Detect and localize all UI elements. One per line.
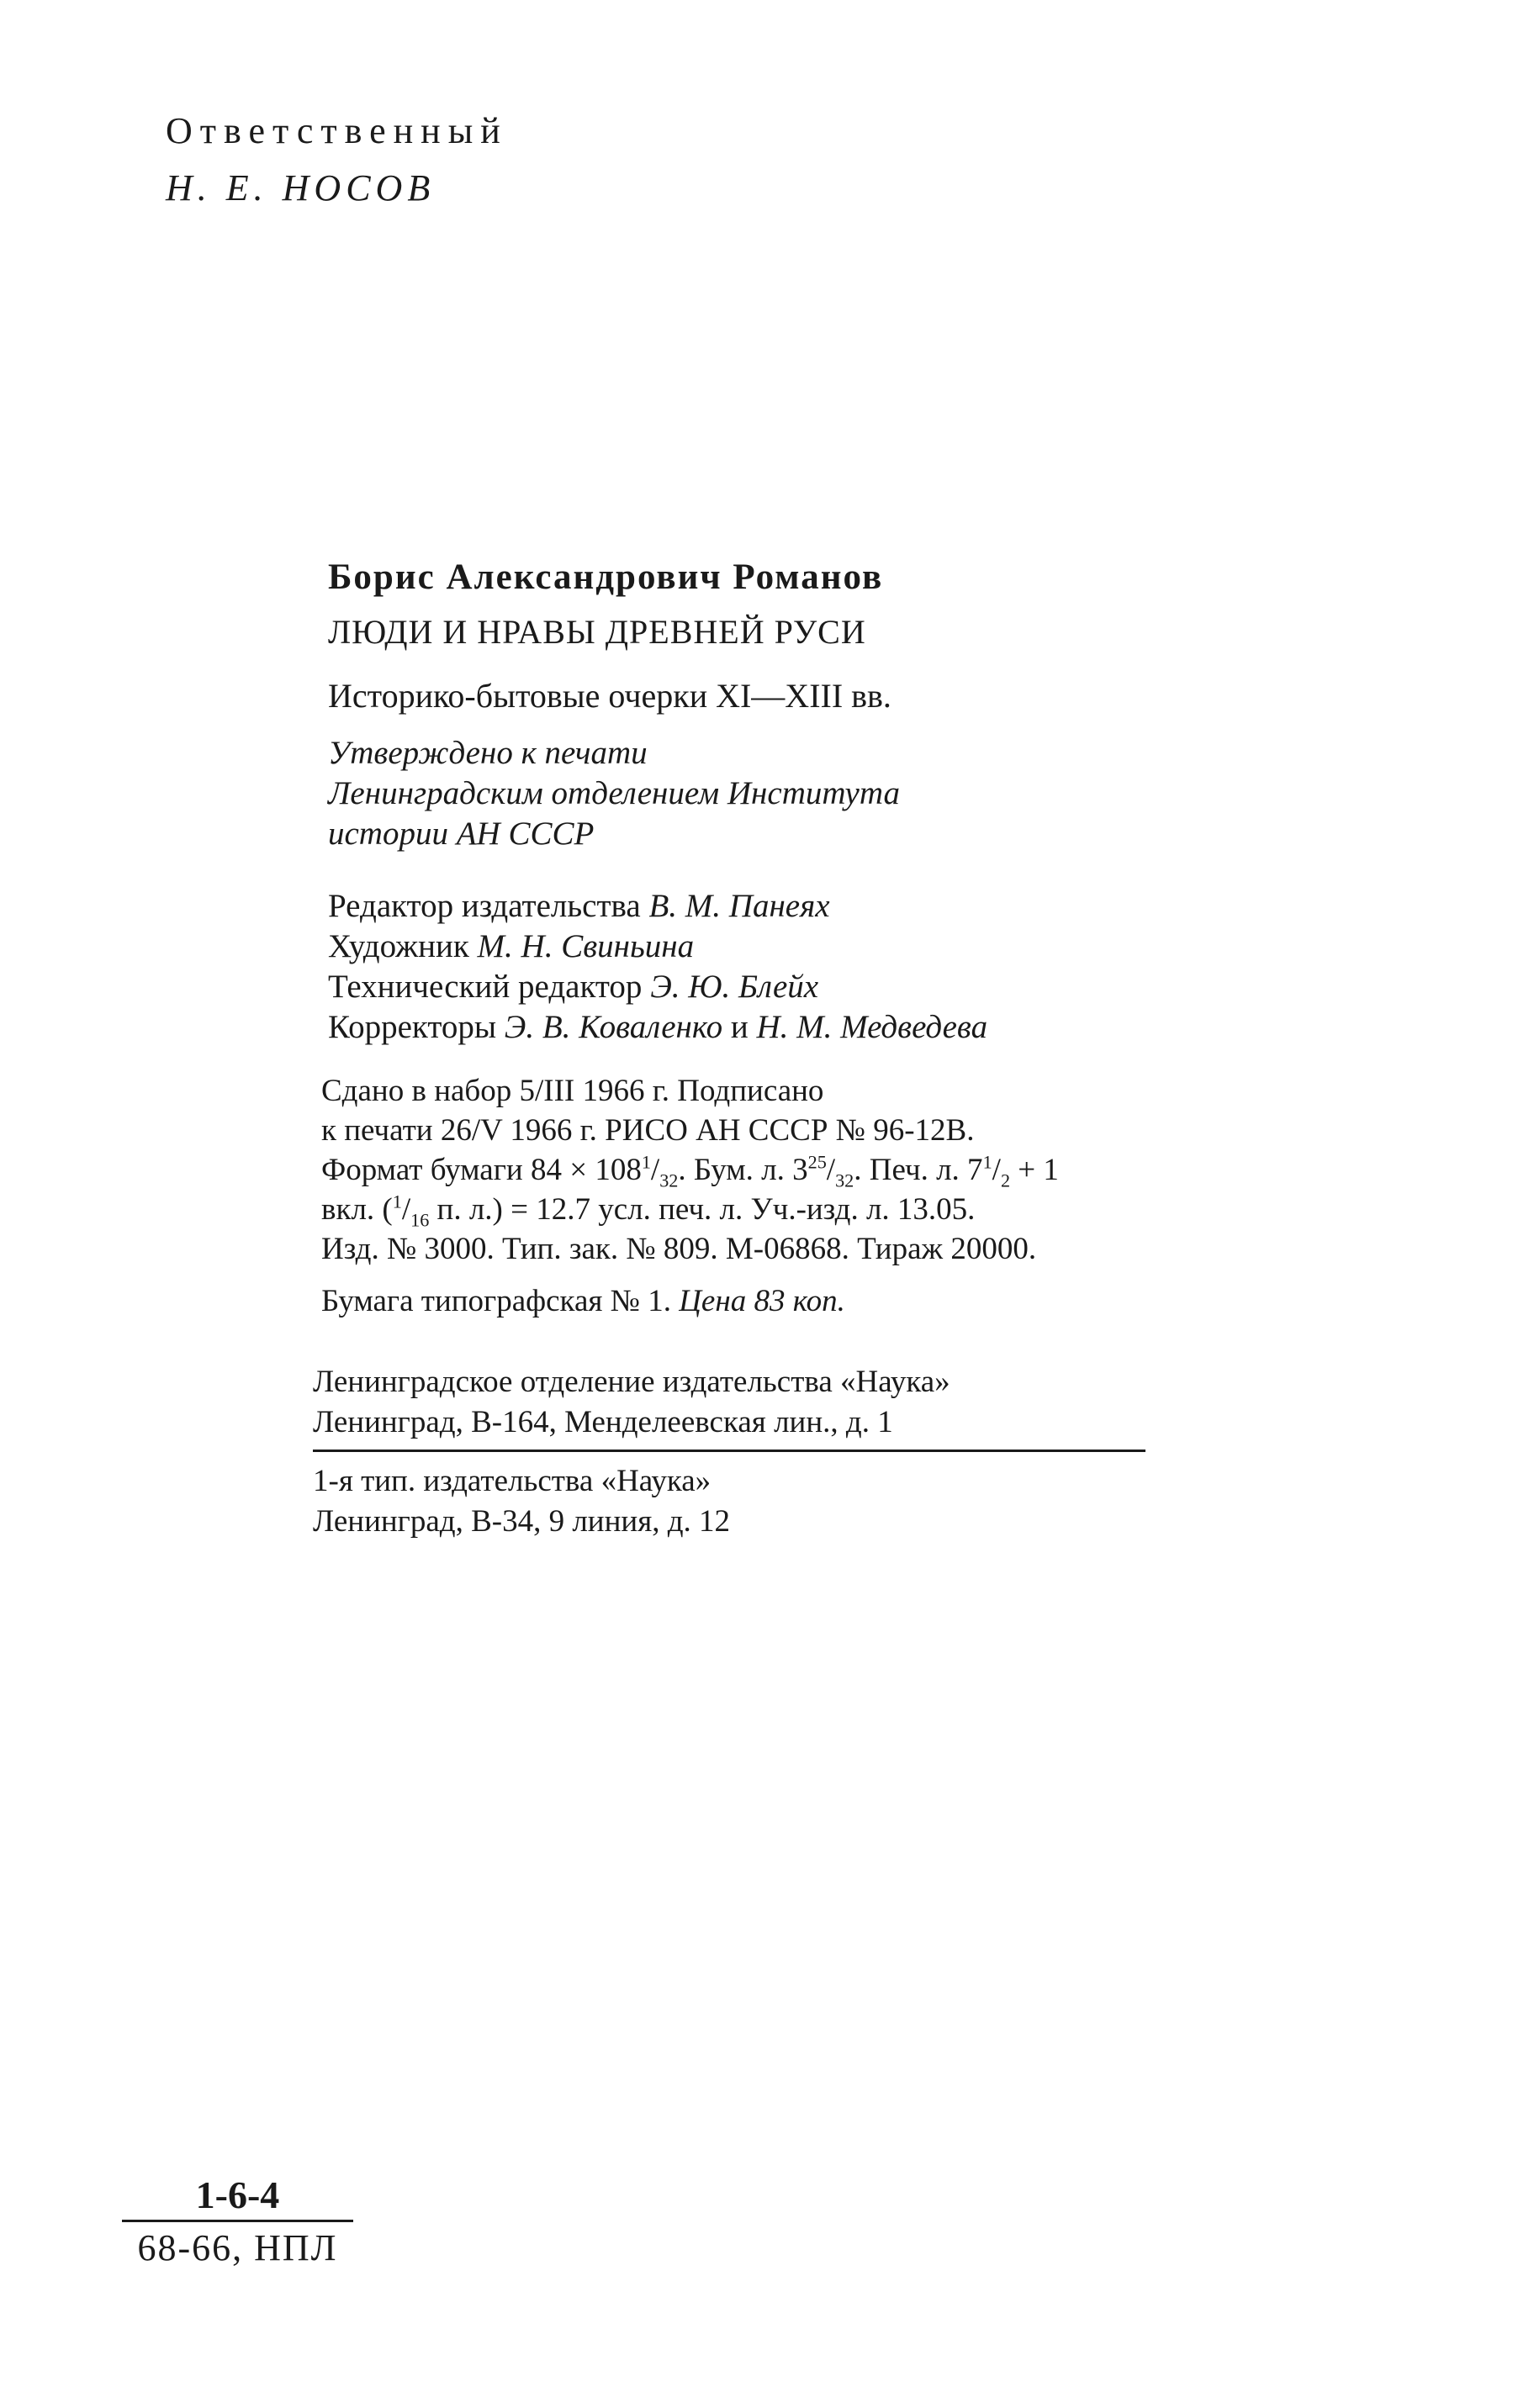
fraction-denominator: 16 xyxy=(410,1209,430,1231)
publisher-block xyxy=(313,1362,950,1443)
price: Цена 83 коп. xyxy=(679,1284,845,1318)
fraction-denominator: 32 xyxy=(659,1170,679,1191)
credit-name: В. М. Панеях xyxy=(648,888,830,924)
publisher-line: Ленинградское отделение издательства «Наука» xyxy=(313,1365,950,1399)
paper-price-line xyxy=(321,1283,845,1319)
fraction-numerator: 1 xyxy=(982,1151,992,1173)
imprint-inserts-line: вкл. ($^1/_{16}$ п. л.) = 12.7 усл. печ. л. Уч.-изд. л. 13.05. xyxy=(321,1191,976,1231)
fraction-numerator: 1 xyxy=(641,1151,651,1173)
book-title: ЛЮДИ И НРАВЫ ДРЕВНЕЙ РУСИ xyxy=(328,613,866,651)
credit-proofreaders xyxy=(328,1007,987,1048)
imprint-text: + 1 xyxy=(1010,1153,1059,1187)
responsible-editor: Н. Е. НОСОВ xyxy=(166,167,436,209)
credit-artist xyxy=(328,927,987,967)
imprint-line: Изд. № 3000. Тип. зак. № 809. М-06868. Тираж 20000. xyxy=(321,1232,1037,1266)
imprint-format-line: Формат бумаги $84 \times 108^1/_{32}$. Бум. л. $3^{25}/_{32}$. Печ. л. $7^1/_2 + 1$ xyxy=(321,1151,1059,1191)
credit-name: М. Н. Свиньина xyxy=(477,928,695,964)
fraction-numerator: 1 xyxy=(392,1191,402,1212)
printer-line: Ленинград, В-34, 9 линия, д. 12 xyxy=(313,1504,731,1539)
credit-tech-editor xyxy=(328,967,987,1007)
fraction-numerator: 25 xyxy=(807,1151,827,1173)
divider xyxy=(313,1450,1145,1452)
paper-type: Бумага типографская № 1. xyxy=(321,1284,671,1318)
credit-role: Технический редактор xyxy=(328,969,643,1005)
imprint-text: Формат бумаги 84 × 108 xyxy=(321,1153,642,1187)
catalog-code-divider xyxy=(122,2220,353,2222)
imprint-block xyxy=(321,1071,1059,1269)
imprint-text: . Бум. л. 3 xyxy=(678,1153,808,1187)
fraction-denominator: 32 xyxy=(835,1170,854,1191)
credit-role: Корректоры xyxy=(328,1009,497,1045)
approval-line: Ленинградским отделением Института xyxy=(328,775,901,811)
imprint-text: п. л.) = 12.7 усл. печ. л. Уч.-изд. л. 13.05. xyxy=(429,1192,976,1227)
imprint-line: Сдано в набор 5/III 1966 г. Подписано xyxy=(321,1074,824,1108)
approval-line: Утверждено к печати xyxy=(328,735,648,771)
publisher-line: Ленинград, В-164, Менделеевская лин., д. 1 xyxy=(313,1405,893,1439)
imprint-text: . Печ. л. 7 xyxy=(854,1153,983,1187)
credit-role: Редактор издательства xyxy=(328,888,641,924)
book-subtitle: Историко-бытовые очерки XI—XIII вв. xyxy=(328,677,891,715)
approval-note xyxy=(328,733,900,854)
credits-block xyxy=(328,886,987,1048)
fraction-denominator: 2 xyxy=(1000,1170,1011,1191)
credit-name-2: Н. М. Медведева xyxy=(756,1009,988,1045)
approval-line: истории АН СССР xyxy=(328,816,595,852)
book-author: Борис Александрович Романов xyxy=(328,557,884,597)
credit-name: Э. В. Коваленко xyxy=(504,1009,723,1045)
printer-block xyxy=(313,1461,730,1542)
responsible-label: Ответственный xyxy=(166,110,508,151)
catalog-code-bottom: 68-66, НПЛ xyxy=(137,2227,338,2268)
imprint-line: к печати 26/V 1966 г. РИСО АН СССР № 96-12В. xyxy=(321,1113,975,1148)
printer-line: 1-я тип. издательства «Наука» xyxy=(313,1464,712,1498)
credit-conjunction: и xyxy=(730,1009,749,1045)
credit-name: Э. Ю. Блейх xyxy=(650,969,819,1005)
imprint-text: вкл. ( xyxy=(321,1192,393,1227)
credit-editor xyxy=(328,886,987,927)
catalog-code-top: 1-6-4 xyxy=(195,2173,280,2216)
credit-role: Художник xyxy=(328,928,469,964)
